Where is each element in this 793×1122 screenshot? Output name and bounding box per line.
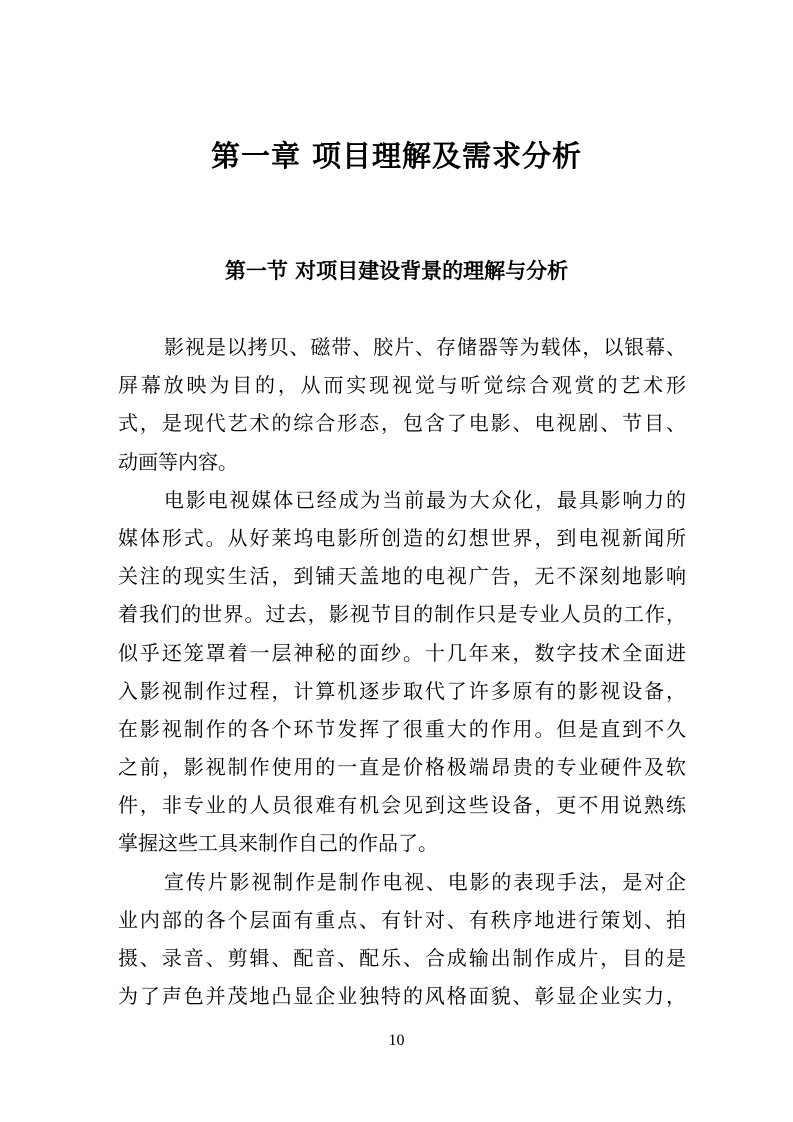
paragraph-line: 业内部的各个层面有重点、有针对、有秩序地进行策划、拍	[118, 907, 686, 932]
body-text	[118, 328, 686, 1015]
paragraph-line: 屏幕放映为目的，从而实现视觉与听觉综合观赏的艺术形	[118, 373, 686, 398]
paragraph-line: 着我们的世界。过去，影视节目的制作只是专业人员的工作，	[118, 602, 686, 627]
paragraph-line: 摄、录音、剪辑、配音、配乐、合成输出制作成片，目的是	[118, 946, 686, 970]
paragraph-line: 影视是以拷贝、磁带、胶片、存储器等为载体，以银幕、	[164, 335, 686, 359]
paragraph-line: 在影视制作的各个环节发挥了很重大的作用。但是直到不久	[118, 716, 686, 741]
paragraph-line: 似乎还笼罩着一层神秘的面纱。十几年来，数字技术全面进	[118, 640, 686, 665]
paragraph-line: 关注的现实生活，到铺天盖地的电视广告，无不深刻地影响	[118, 564, 686, 589]
paragraph-line: 入影视制作过程，计算机逐步取代了许多原有的影视设备，	[118, 678, 686, 703]
paragraph-line: 电影电视媒体已经成为当前最为大众化，最具影响力的	[164, 487, 686, 512]
paragraph-line: 式，是现代艺术的综合形态，包含了电影、电视剧、节目、	[118, 411, 686, 436]
paragraph-line: 媒体形式。从好莱坞电影所创造的幻想世界，到电视新闻所	[118, 525, 686, 550]
section-title: 第一节 对项目建设背景的理解与分析	[224, 259, 569, 283]
paragraph-line: 动画等内容。	[118, 449, 238, 474]
paragraph-line: 为了声色并茂地凸显企业独特的风格面貌、彰显企业实力，	[118, 984, 686, 1009]
paragraph-line: 之前，影视制作使用的一直是价格极端昂贵的专业硬件及软	[118, 755, 686, 780]
paragraph-line: 宣传片影视制作是制作电视、电影的表现手法，是对企	[164, 869, 686, 894]
paragraph-line: 件，非专业的人员很难有机会见到这些设备，更不用说熟练	[118, 793, 686, 818]
chapter-title: 第一章 项目理解及需求分析	[210, 139, 583, 173]
paragraph-line: 掌握这些工具来制作自己的作品了。	[118, 831, 438, 856]
page-number: 10	[388, 1032, 405, 1049]
